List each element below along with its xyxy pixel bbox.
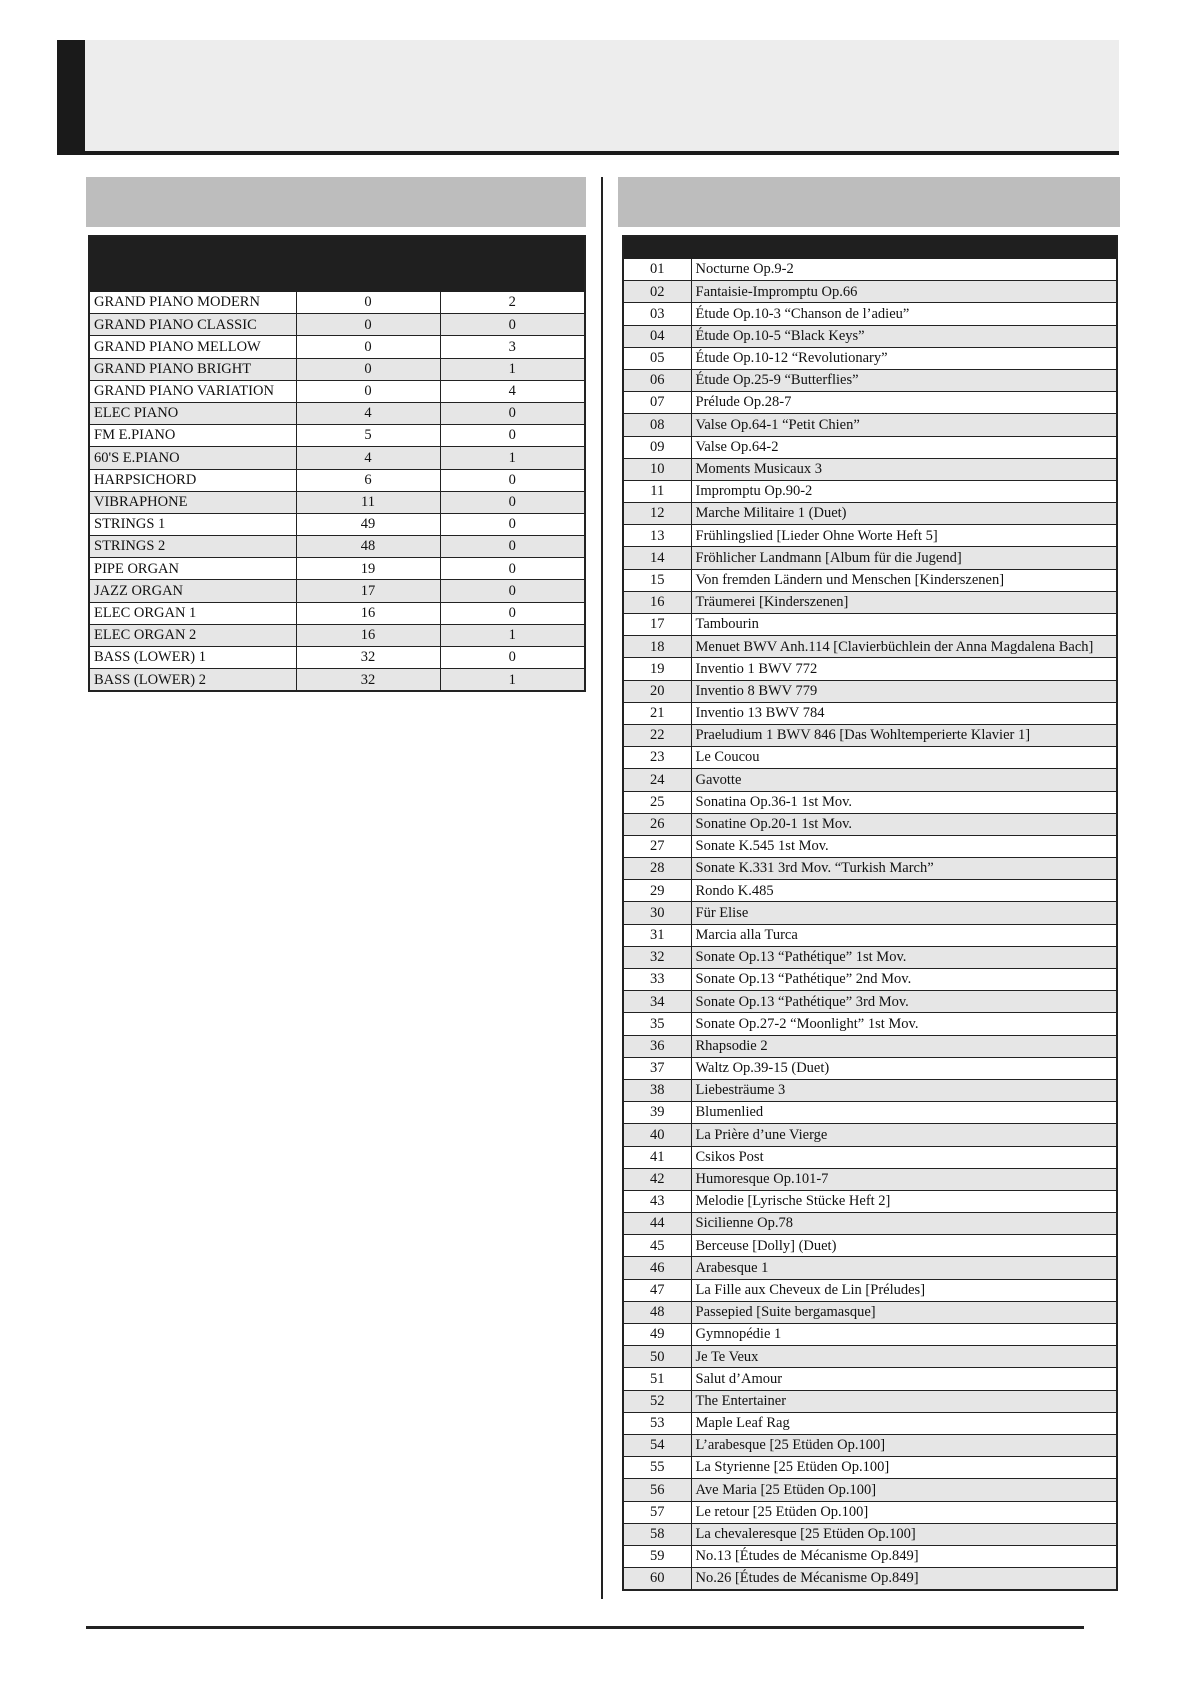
table-row: [623, 1279, 1117, 1301]
table-row: [623, 281, 1117, 303]
song-number-cell: 01: [623, 259, 691, 281]
song-list-heading: [618, 177, 1120, 227]
song-number-cell: 46: [623, 1257, 691, 1279]
song-number-cell: 59: [623, 1545, 691, 1567]
song-title-cell: Von fremden Ländern und Menschen [Kinderszenen]: [691, 569, 1117, 591]
song-title-cell: Rhapsodie 2: [691, 1035, 1117, 1057]
table-row: [89, 380, 585, 402]
table-row: [89, 513, 585, 535]
table-row: [623, 946, 1117, 968]
song-number-cell: 05: [623, 347, 691, 369]
tone-value-b-cell: 0: [440, 558, 585, 580]
tone-value-b-column-header: [440, 236, 585, 292]
tone-name-cell: ELEC ORGAN 2: [89, 624, 296, 646]
song-number-cell: 33: [623, 969, 691, 991]
table-row: [89, 469, 585, 491]
table-row: [623, 436, 1117, 458]
tone-name-cell: 60'S E.PIANO: [89, 447, 296, 469]
song-title-cell: Inventio 8 BWV 779: [691, 680, 1117, 702]
table-row: [623, 1124, 1117, 1146]
table-row: [89, 647, 585, 669]
tone-name-cell: ELEC PIANO: [89, 402, 296, 424]
song-number-cell: 44: [623, 1213, 691, 1235]
song-title-cell: No.26 [Études de Mécanisme Op.849]: [691, 1568, 1117, 1591]
table-row: [623, 880, 1117, 902]
tone-name-cell: STRINGS 1: [89, 513, 296, 535]
table-row: [623, 1102, 1117, 1124]
song-title-cell: Fröhlicher Landmann [Album für die Jugend]: [691, 547, 1117, 569]
table-row: [89, 336, 585, 358]
table-row: [89, 292, 585, 314]
tone-name-cell: FM E.PIANO: [89, 425, 296, 447]
song-title-cell: Prélude Op.28-7: [691, 392, 1117, 414]
song-title-cell: Le retour [25 Etüden Op.100]: [691, 1501, 1117, 1523]
tone-table-header: [89, 236, 585, 292]
song-number-cell: 42: [623, 1168, 691, 1190]
tone-list-heading: [86, 177, 586, 227]
song-title-cell: Passepied [Suite bergamasque]: [691, 1301, 1117, 1323]
song-number-cell: 35: [623, 1013, 691, 1035]
song-title-cell: Praeludium 1 BWV 846 [Das Wohltemperierte Klavier 1]: [691, 724, 1117, 746]
song-number-cell: 08: [623, 414, 691, 436]
tone-value-b-cell: 3: [440, 336, 585, 358]
table-row: [623, 636, 1117, 658]
song-number-cell: 24: [623, 769, 691, 791]
tone-value-b-cell: 0: [440, 314, 585, 336]
table-row: [623, 991, 1117, 1013]
song-title-cell: Liebesträume 3: [691, 1079, 1117, 1101]
page-header: [57, 40, 1119, 155]
tone-name-cell: BASS (LOWER) 1: [89, 647, 296, 669]
tone-value-b-cell: 0: [440, 402, 585, 424]
tone-name-cell: HARPSICHORD: [89, 469, 296, 491]
song-title-cell: Ave Maria [25 Etüden Op.100]: [691, 1479, 1117, 1501]
song-number-cell: 14: [623, 547, 691, 569]
song-number-cell: 15: [623, 569, 691, 591]
table-row: [623, 591, 1117, 613]
tone-value-a-cell: 0: [296, 358, 440, 380]
table-row: [623, 1568, 1117, 1591]
song-title-cell: Sonatina Op.36-1 1st Mov.: [691, 791, 1117, 813]
table-row: [89, 669, 585, 692]
song-title-cell: Marche Militaire 1 (Duet): [691, 503, 1117, 525]
table-row: [623, 680, 1117, 702]
tone-table-body: [89, 292, 585, 692]
song-title-cell: Nocturne Op.9-2: [691, 259, 1117, 281]
table-row: [623, 369, 1117, 391]
table-row: [623, 1057, 1117, 1079]
song-number-cell: 51: [623, 1368, 691, 1390]
song-number-cell: 04: [623, 325, 691, 347]
table-row: [623, 547, 1117, 569]
tone-value-b-cell: 1: [440, 669, 585, 692]
song-number-cell: 37: [623, 1057, 691, 1079]
song-title-cell: Étude Op.10-5 “Black Keys”: [691, 325, 1117, 347]
song-number-cell: 28: [623, 858, 691, 880]
song-number-cell: 47: [623, 1279, 691, 1301]
song-title-cell: Maple Leaf Rag: [691, 1412, 1117, 1434]
song-number-cell: 57: [623, 1501, 691, 1523]
song-title-cell: Sonate Op.27-2 “Moonlight” 1st Mov.: [691, 1013, 1117, 1035]
table-row: [89, 491, 585, 513]
tone-name-cell: GRAND PIANO VARIATION: [89, 380, 296, 402]
tone-value-b-cell: 0: [440, 513, 585, 535]
song-number-cell: 55: [623, 1457, 691, 1479]
table-row: [623, 658, 1117, 680]
tone-value-b-cell: 0: [440, 647, 585, 669]
tone-table: [88, 235, 586, 692]
table-row: [89, 402, 585, 424]
table-row: [623, 747, 1117, 769]
tone-value-a-cell: 32: [296, 647, 440, 669]
table-row: [623, 458, 1117, 480]
song-title-cell: Waltz Op.39-15 (Duet): [691, 1057, 1117, 1079]
tone-name-cell: JAZZ ORGAN: [89, 580, 296, 602]
table-row: [623, 835, 1117, 857]
table-row: [623, 858, 1117, 880]
tone-value-b-cell: 1: [440, 624, 585, 646]
tone-value-b-cell: 0: [440, 469, 585, 491]
table-row: [623, 1190, 1117, 1212]
song-title-cell: Träumerei [Kinderszenen]: [691, 591, 1117, 613]
tone-value-a-cell: 6: [296, 469, 440, 491]
table-row: [623, 1523, 1117, 1545]
table-row: [623, 325, 1117, 347]
table-row: [623, 1324, 1117, 1346]
table-row: [623, 1257, 1117, 1279]
tone-value-a-cell: 17: [296, 580, 440, 602]
song-number-cell: 10: [623, 458, 691, 480]
song-number-cell: 53: [623, 1412, 691, 1434]
song-title-cell: Étude Op.25-9 “Butterflies”: [691, 369, 1117, 391]
song-number-cell: 43: [623, 1190, 691, 1212]
song-title-cell: Berceuse [Dolly] (Duet): [691, 1235, 1117, 1257]
table-row: [623, 1434, 1117, 1456]
table-row: [623, 1501, 1117, 1523]
tone-name-column-header: [89, 236, 296, 292]
song-number-cell: 22: [623, 724, 691, 746]
table-row: [623, 614, 1117, 636]
tone-name-cell: VIBRAPHONE: [89, 491, 296, 513]
song-title-cell: La chevaleresque [25 Etüden Op.100]: [691, 1523, 1117, 1545]
song-number-cell: 32: [623, 946, 691, 968]
song-number-cell: 52: [623, 1390, 691, 1412]
table-row: [623, 414, 1117, 436]
song-title-cell: Melodie [Lyrische Stücke Heft 2]: [691, 1190, 1117, 1212]
song-number-cell: 34: [623, 991, 691, 1013]
song-number-cell: 06: [623, 369, 691, 391]
song-title-cell: Frühlingslied [Lieder Ohne Worte Heft 5]: [691, 525, 1117, 547]
tone-name-cell: GRAND PIANO CLASSIC: [89, 314, 296, 336]
tone-name-cell: GRAND PIANO MODERN: [89, 292, 296, 314]
song-number-cell: 31: [623, 924, 691, 946]
song-number-cell: 40: [623, 1124, 691, 1146]
song-title-cell: Sonate K.331 3rd Mov. “Turkish March”: [691, 858, 1117, 880]
tone-value-a-cell: 0: [296, 292, 440, 314]
song-title-cell: Gavotte: [691, 769, 1117, 791]
table-row: [623, 1368, 1117, 1390]
tone-name-cell: BASS (LOWER) 2: [89, 669, 296, 692]
table-row: [89, 358, 585, 380]
song-title-cell: Valse Op.64-1 “Petit Chien”: [691, 414, 1117, 436]
tone-name-cell: PIPE ORGAN: [89, 558, 296, 580]
song-number-cell: 25: [623, 791, 691, 813]
song-title-cell: The Entertainer: [691, 1390, 1117, 1412]
song-title-cell: Csikos Post: [691, 1146, 1117, 1168]
table-row: [89, 602, 585, 624]
song-title-cell: Salut d’Amour: [691, 1368, 1117, 1390]
song-title-cell: Arabesque 1: [691, 1257, 1117, 1279]
song-number-cell: 12: [623, 503, 691, 525]
table-row: [623, 1457, 1117, 1479]
tone-value-b-cell: 0: [440, 602, 585, 624]
table-row: [623, 1013, 1117, 1035]
song-number-cell: 26: [623, 813, 691, 835]
tone-value-a-cell: 49: [296, 513, 440, 535]
tone-value-b-cell: 0: [440, 580, 585, 602]
song-number-cell: 36: [623, 1035, 691, 1057]
table-row: [623, 1168, 1117, 1190]
table-row: [623, 303, 1117, 325]
table-row: [623, 392, 1117, 414]
tone-value-a-cell: 11: [296, 491, 440, 513]
table-row: [623, 503, 1117, 525]
song-number-cell: 13: [623, 525, 691, 547]
song-number-cell: 20: [623, 680, 691, 702]
table-row: [623, 569, 1117, 591]
song-title-cell: Gymnopédie 1: [691, 1324, 1117, 1346]
table-row: [623, 1035, 1117, 1057]
song-number-cell: 45: [623, 1235, 691, 1257]
song-number-column-header: [623, 236, 691, 259]
tone-value-a-cell: 5: [296, 425, 440, 447]
song-number-cell: 11: [623, 480, 691, 502]
table-row: [623, 1146, 1117, 1168]
tone-value-b-cell: 0: [440, 536, 585, 558]
song-number-cell: 16: [623, 591, 691, 613]
song-title-cell: Inventio 13 BWV 784: [691, 702, 1117, 724]
table-row: [623, 1412, 1117, 1434]
song-title-cell: Valse Op.64-2: [691, 436, 1117, 458]
table-row: [623, 969, 1117, 991]
song-title-cell: Sicilienne Op.78: [691, 1213, 1117, 1235]
tone-value-b-cell: 1: [440, 447, 585, 469]
song-table-body: [623, 259, 1117, 1591]
song-title-cell: Marcia alla Turca: [691, 924, 1117, 946]
table-row: [623, 724, 1117, 746]
song-title-cell: Blumenlied: [691, 1102, 1117, 1124]
table-row: [89, 558, 585, 580]
song-title-cell: Tambourin: [691, 614, 1117, 636]
song-title-cell: Sonate Op.13 “Pathétique” 1st Mov.: [691, 946, 1117, 968]
song-number-cell: 50: [623, 1346, 691, 1368]
tone-value-b-cell: 2: [440, 292, 585, 314]
tone-value-a-cell: 32: [296, 669, 440, 692]
header-accent-bar: [57, 40, 85, 151]
table-row: [623, 1479, 1117, 1501]
tone-value-a-cell: 0: [296, 380, 440, 402]
song-title-cell: Sonate K.545 1st Mov.: [691, 835, 1117, 857]
song-number-cell: 30: [623, 902, 691, 924]
song-title-cell: Für Elise: [691, 902, 1117, 924]
song-number-cell: 23: [623, 747, 691, 769]
song-title-cell: Sonate Op.13 “Pathétique” 2nd Mov.: [691, 969, 1117, 991]
tone-value-a-cell: 4: [296, 402, 440, 424]
song-number-cell: 17: [623, 614, 691, 636]
song-number-cell: 29: [623, 880, 691, 902]
song-title-cell: Moments Musicaux 3: [691, 458, 1117, 480]
song-number-cell: 07: [623, 392, 691, 414]
song-title-column-header: [691, 236, 1117, 259]
table-row: [623, 924, 1117, 946]
table-row: [623, 1545, 1117, 1567]
tone-value-a-cell: 48: [296, 536, 440, 558]
tone-name-cell: STRINGS 2: [89, 536, 296, 558]
tone-name-cell: GRAND PIANO MELLOW: [89, 336, 296, 358]
table-row: [89, 425, 585, 447]
song-table-header: [623, 236, 1117, 259]
table-row: [623, 1346, 1117, 1368]
table-row: [623, 1079, 1117, 1101]
table-row: [623, 1213, 1117, 1235]
song-title-cell: Le Coucou: [691, 747, 1117, 769]
song-number-cell: 21: [623, 702, 691, 724]
song-title-cell: Sonatine Op.20-1 1st Mov.: [691, 813, 1117, 835]
song-title-cell: Humoresque Op.101-7: [691, 1168, 1117, 1190]
song-title-cell: Fantaisie-Impromptu Op.66: [691, 281, 1117, 303]
table-row: [89, 624, 585, 646]
tone-value-b-cell: 1: [440, 358, 585, 380]
table-row: [89, 314, 585, 336]
song-title-cell: Rondo K.485: [691, 880, 1117, 902]
tone-name-cell: GRAND PIANO BRIGHT: [89, 358, 296, 380]
song-number-cell: 56: [623, 1479, 691, 1501]
song-number-cell: 03: [623, 303, 691, 325]
tone-value-b-cell: 0: [440, 491, 585, 513]
table-row: [89, 447, 585, 469]
song-table: [622, 235, 1118, 1591]
table-row: [623, 259, 1117, 281]
table-row: [623, 813, 1117, 835]
song-title-cell: Étude Op.10-12 “Revolutionary”: [691, 347, 1117, 369]
table-row: [623, 702, 1117, 724]
tone-value-a-cell: 0: [296, 336, 440, 358]
song-number-cell: 18: [623, 636, 691, 658]
song-number-cell: 48: [623, 1301, 691, 1323]
song-number-cell: 39: [623, 1102, 691, 1124]
tone-value-a-cell: 4: [296, 447, 440, 469]
song-number-cell: 38: [623, 1079, 691, 1101]
song-title-cell: Menuet BWV Anh.114 [Clavierbüchlein der Anna Magdalena Bach]: [691, 636, 1117, 658]
song-title-cell: La Prière d’une Vierge: [691, 1124, 1117, 1146]
song-number-cell: 27: [623, 835, 691, 857]
song-number-cell: 54: [623, 1434, 691, 1456]
song-number-cell: 60: [623, 1568, 691, 1591]
song-number-cell: 19: [623, 658, 691, 680]
table-row: [623, 1235, 1117, 1257]
table-row: [623, 791, 1117, 813]
table-row: [623, 1390, 1117, 1412]
song-number-cell: 41: [623, 1146, 691, 1168]
table-row: [623, 1301, 1117, 1323]
tone-value-b-cell: 4: [440, 380, 585, 402]
table-row: [89, 580, 585, 602]
tone-value-a-cell: 16: [296, 602, 440, 624]
song-title-cell: Étude Op.10-3 “Chanson de l’adieu”: [691, 303, 1117, 325]
song-title-cell: No.13 [Études de Mécanisme Op.849]: [691, 1545, 1117, 1567]
song-number-cell: 58: [623, 1523, 691, 1545]
song-title-cell: Inventio 1 BWV 772: [691, 658, 1117, 680]
song-number-cell: 49: [623, 1324, 691, 1346]
song-title-cell: La Styrienne [25 Etüden Op.100]: [691, 1457, 1117, 1479]
tone-value-a-cell: 19: [296, 558, 440, 580]
song-title-cell: L’arabesque [25 Etüden Op.100]: [691, 1434, 1117, 1456]
column-divider: [601, 177, 603, 1599]
song-title-cell: Impromptu Op.90-2: [691, 480, 1117, 502]
table-row: [623, 480, 1117, 502]
tone-value-a-column-header: [296, 236, 440, 292]
table-row: [623, 769, 1117, 791]
table-row: [623, 902, 1117, 924]
tone-value-b-cell: 0: [440, 425, 585, 447]
table-row: [623, 347, 1117, 369]
footer-rule: [86, 1626, 1084, 1629]
table-row: [623, 525, 1117, 547]
tone-value-a-cell: 16: [296, 624, 440, 646]
song-number-cell: 09: [623, 436, 691, 458]
song-title-cell: Je Te Veux: [691, 1346, 1117, 1368]
table-row: [89, 536, 585, 558]
tone-value-a-cell: 0: [296, 314, 440, 336]
song-title-cell: La Fille aux Cheveux de Lin [Préludes]: [691, 1279, 1117, 1301]
song-number-cell: 02: [623, 281, 691, 303]
song-title-cell: Sonate Op.13 “Pathétique” 3rd Mov.: [691, 991, 1117, 1013]
tone-name-cell: ELEC ORGAN 1: [89, 602, 296, 624]
